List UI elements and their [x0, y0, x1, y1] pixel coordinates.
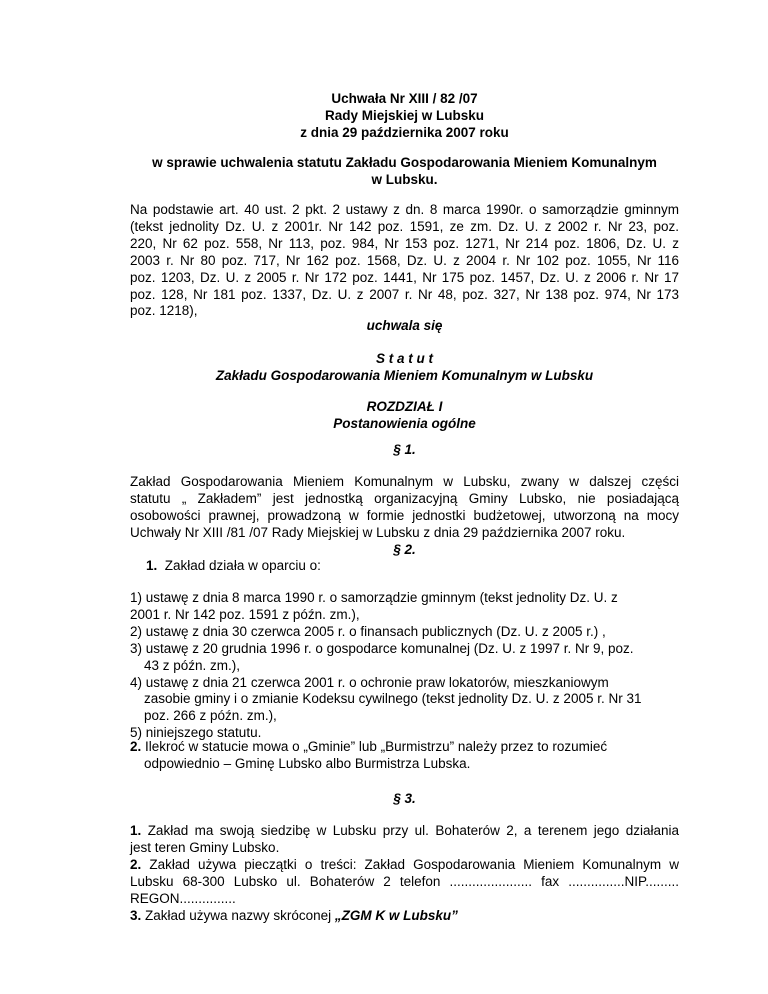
paragraph-number: 1.: [146, 558, 158, 573]
paragraph-text: Lubsku 68-300 Lubsko ul. Bohaterów 2 telefon ...................... fax ...............NIP.........: [130, 873, 679, 889]
resolution-subject: [130, 154, 679, 188]
paragraph-text: jest teren Gminy Lubsko.: [130, 839, 280, 855]
paragraph-text: Zakład działa w oparciu o:: [164, 558, 321, 573]
resolves-clause: uchwala się: [366, 318, 443, 333]
section-1-line: osobowości prawnej, prowadzoną w formie jednostki budżetowej, utworzoną na mocy: [130, 507, 679, 523]
preamble-line: poz. 1218),: [130, 303, 198, 319]
paragraph-text: REGON...............: [130, 890, 236, 906]
resolution-header: [130, 90, 679, 141]
preamble-line: 220, Nr 62 poz. 558, Nr 113, poz. 984, Nr 153 poz. 1271, Nr 214 poz. 1806, Dz. U. z: [130, 235, 679, 251]
preamble: [130, 202, 679, 320]
subject-line-1: w sprawie uchwalenia statutu Zakładu Gospodarowania Mieniem Komunalnym: [152, 155, 657, 170]
preamble-line: Na podstawie art. 40 ust. 2 pkt. 2 ustawy z dn. 8 marca 1990r. o samorządzie gminnym: [130, 202, 679, 217]
section-1-line: Uchwały Nr XIII /81 /07 Rady Miejskiej w Lubsku z dnia 29 października 2007 roku.: [130, 524, 626, 540]
paragraph-text: Zakład ma swoją siedzibę w Lubsku przy ul. Bohaterów 2, a terenem jego działania: [147, 823, 679, 838]
paragraph-number: 2.: [130, 739, 142, 754]
statute-title-word: S t a t u t: [376, 351, 433, 366]
statute-title-name: Zakładu Gospodarowania Mieniem Komunalnym w Lubsku: [215, 368, 594, 383]
section-1-line: Zakład Gospodarowania Mieniem Komunalnym w Lubsku, zwany w dalszej części: [130, 474, 679, 489]
section-3-body: [130, 823, 679, 924]
section-2-paragraph-1: [146, 558, 321, 573]
resolution-number: Uchwała Nr XIII / 82 /07: [331, 91, 478, 106]
list-item: 4) ustawę z dnia 21 czerwca 2001 r. o ochronie praw lokatorów, mieszkaniowym: [130, 674, 609, 690]
subject-line-2: w Lubsku.: [371, 172, 438, 187]
list-item: 43 z późn. zm.),: [144, 657, 241, 673]
section-1-heading: § 1.: [393, 442, 416, 457]
section-2-paragraph-2: [130, 739, 690, 773]
list-item: 2) ustawę z dnia 30 czerwca 2005 r. o finansach publicznych (Dz. U. z 2005 r.) ,: [130, 623, 606, 639]
preamble-line: 2003 r. Nr 80 poz. 717, Nr 162 poz. 1568, Dz. U. z 2004 r. Nr 102 poz. 1055, Nr 116: [130, 252, 679, 268]
list-item: 3) ustawę z 20 grudnia 1996 r. o gospodarce komunalnej (Dz. U. z 1997 r. Nr 9, poz.: [130, 640, 634, 656]
legal-basis-list: [130, 590, 690, 742]
short-name: „ZGM K w Lubsku”: [334, 907, 458, 923]
paragraph-number: 2.: [130, 856, 142, 872]
section-1-body: [130, 474, 679, 542]
section-1-line: statutu „ Zakładem” jest jednostką organizacyjną Gminy Lubsko, nie posiadającą: [130, 490, 679, 506]
council-name: Rady Miejskiej w Lubsku: [324, 108, 485, 123]
list-item: 5) niniejszego statutu.: [130, 725, 262, 741]
paragraph-text: Zakład używa nazwy skróconej: [145, 907, 335, 923]
list-item: 1) ustawę z dnia 8 marca 1990 r. o samorządzie gminnym (tekst jednolity Dz. U. z: [130, 590, 618, 605]
list-item: zasobie gminy i o zmianie Kodeksu cywilnego (tekst jednolity Dz. U. z 2005 r. Nr 31: [144, 691, 642, 707]
chapter-heading: [130, 398, 679, 432]
chapter-number: ROZDZIAŁ I: [366, 399, 443, 414]
list-item: poz. 266 z późn. zm.),: [144, 708, 277, 724]
preamble-line: poz. 1203, Dz. U. z 2005 r. Nr 172 poz. 1441, Nr 175 poz. 1457, Dz. U. z 2006 r. Nr 17: [130, 269, 679, 285]
list-item: 2001 r. Nr 142 poz. 1591 z późn. zm.),: [130, 606, 360, 622]
preamble-line: (tekst jednolity Dz. U. z 2001r. Nr 142 poz. 1591, ze zm. Dz. U. z 2002 r. Nr 23, poz.: [130, 218, 679, 234]
paragraph-text: odpowiednio – Gminę Lubsko albo Burmistrza Lubska.: [144, 755, 471, 771]
section-3-heading: § 3.: [393, 791, 416, 806]
section-2-heading: § 2.: [393, 542, 416, 557]
paragraph-text: Zakład używa pieczątki o treści: Zakład Gospodarowania Mieniem Komunalnym w: [149, 856, 679, 872]
paragraph-number: 3.: [130, 907, 142, 923]
paragraph-number: 1.: [130, 823, 142, 838]
paragraph-text: Ilekroć w statucie mowa o „Gminie” lub „Burmistrzu” należy przez to rozumieć: [145, 739, 608, 754]
statute-title: [130, 350, 679, 384]
resolution-date: z dnia 29 października 2007 roku: [300, 125, 509, 140]
chapter-title: Postanowienia ogólne: [333, 416, 476, 431]
preamble-line: poz. 128, Nr 181 poz. 1337, Dz. U. z 2007 r. Nr 48, poz. 327, Nr 138 poz. 974, Nr 173: [130, 286, 679, 302]
